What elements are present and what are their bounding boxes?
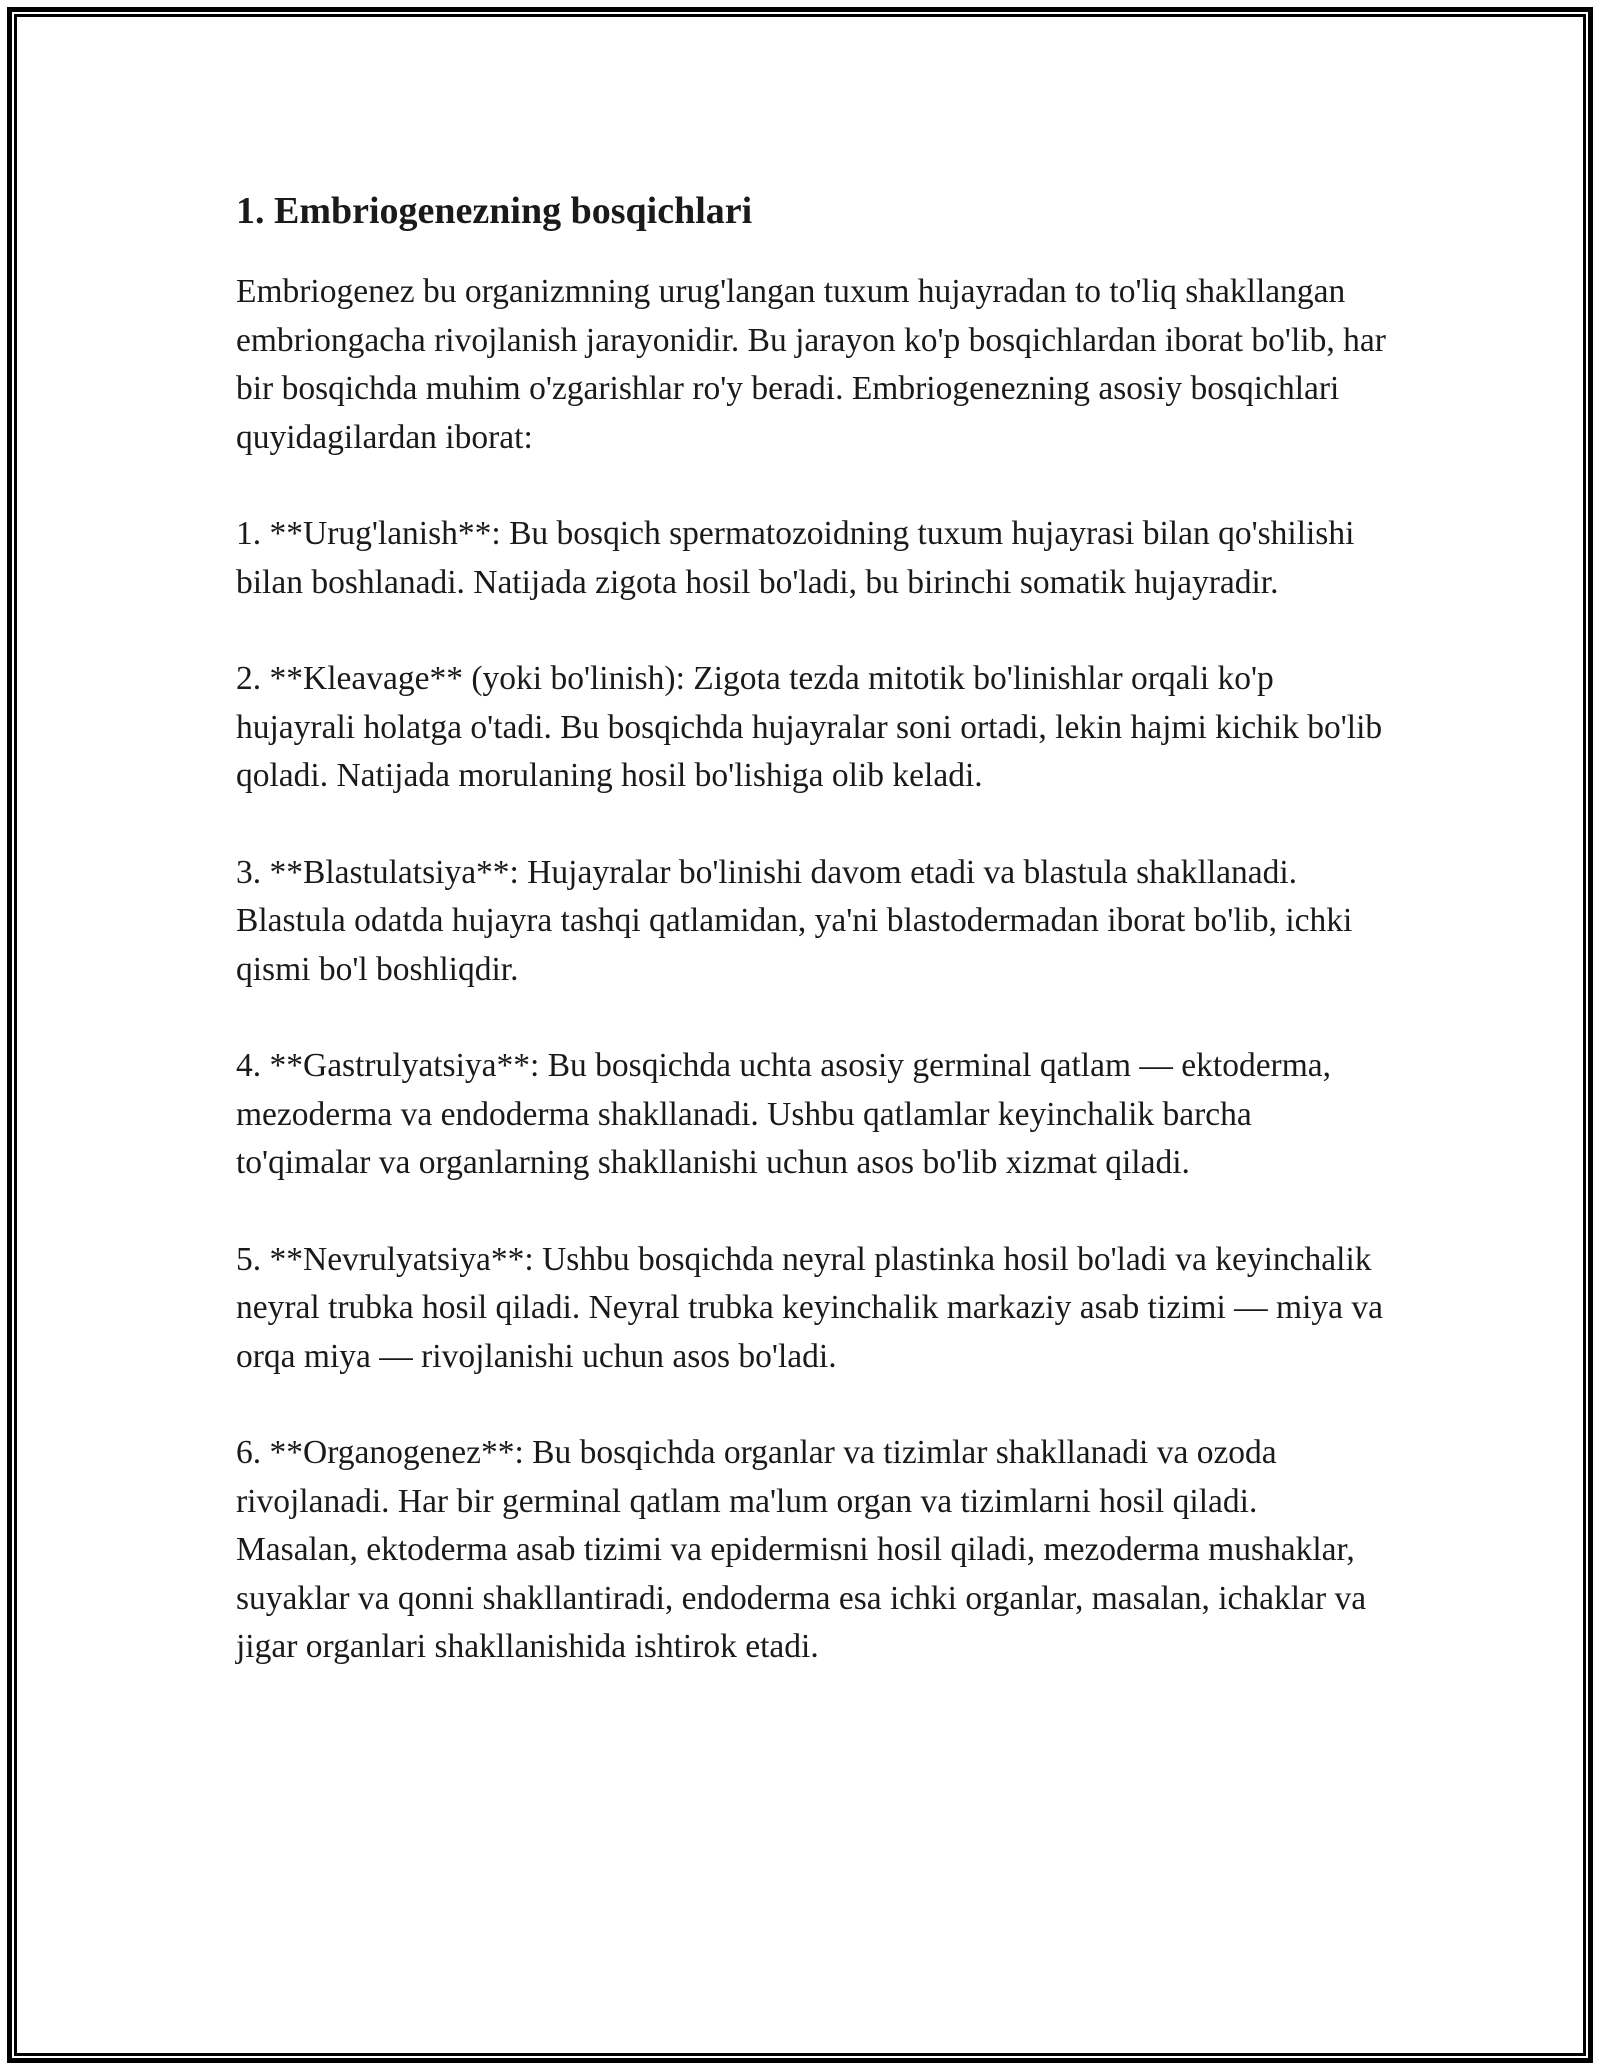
section-title: 1. Embriogenezning bosqichlari bbox=[236, 190, 753, 232]
stage-paragraph-5: 5. **Nevrulyatsiya**: Ushbu bosqichda neyral plastinka hosil bo'ladi va keyinchalik neyral trubka hosil qiladi. Neyral trubka keyinchalik markaziy asab tizimi — miya va orqa miya — rivojlanishi uchun asos bo'ladi. bbox=[236, 1240, 1384, 1375]
document-body bbox=[236, 186, 1386, 1720]
stage-paragraph-2: 2. **Kleavage** (yoki bo'linish): Zigota tezda mitotik bo'linishlar orqali ko'p hujayrali holatga o'tadi. Bu bosqichda hujayralar soni ortadi, lekin hajmi kichik bo'lib qoladi. Natijada morulaning hosil bo'lishiga olib keladi. bbox=[236, 660, 1383, 794]
stage-paragraph-4: 4. **Gastrulyatsiya**: Bu bosqichda uchta asosiy germinal qatlam — ektoderma, mezoderma va endoderma shakllanadi. Ushbu qatlamlar keyinchalik barcha to'qimalar va organlarning shakllanishi uchun asos bo'lib xizmat qiladi. bbox=[236, 1047, 1332, 1181]
stage-paragraph-1: 1. **Urug'lanish**: Bu bosqich spermatozoidning tuxum hujayrasi bilan qo'shilishi bilan boshlanadi. Natijada zigota hosil bo'ladi, bu birinchi somatik hujayradir. bbox=[236, 515, 1355, 601]
stage-paragraph-3: 3. **Blastulatsiya**: Hujayralar bo'linishi davom etadi va blastula shakllanadi. Blastula odatda hujayra tashqi qatlamidan, ya'ni blastodermadan iborat bo'lib, ichki qismi bo'l boshliqdir. bbox=[236, 853, 1353, 988]
intro-paragraph: Embriogenez bu organizmning urug'langan tuxum hujayradan to to'liq shakllangan embriongacha rivojlanish jarayonidir. Bu jarayon ko'p bosqichlardan iborat bo'lib, har bir bosqichda muhim o'zgarishlar ro'y beradi. Embriogenezning asosiy bosqichlari quyidagilardan iborat: bbox=[236, 273, 1386, 456]
stage-paragraph-6: 6. **Organogenez**: Bu bosqichda organlar va tizimlar shakllanadi va ozoda rivojlanadi. Har bir germinal qatlam ma'lum organ va tizimlarni hosil qiladi. Masalan, ektoderma asab tizimi va epidermisni hosil qiladi, mezoderma mushaklar, suyaklar va qonni shakllantiradi, endoderma esa ichki organlar, masalan, ichaklar va jigar organlari shakllanishida ishtirok etadi. bbox=[236, 1434, 1367, 1665]
